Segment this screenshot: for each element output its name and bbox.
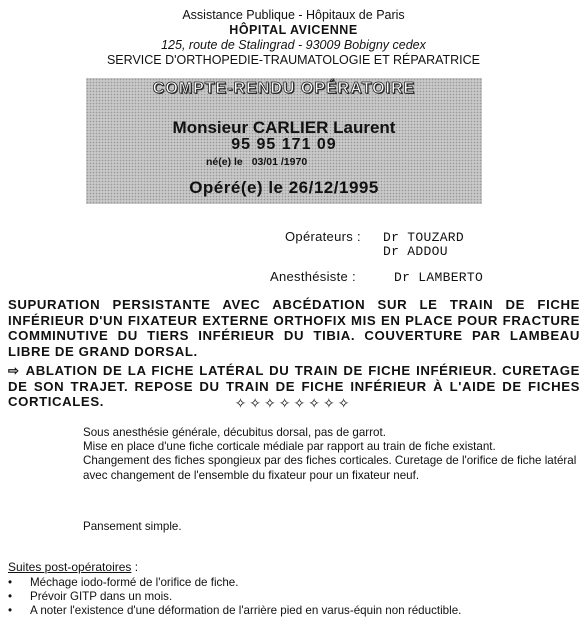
arrow-right-icon: ⇨ [8,363,20,378]
diamond-separator: ✧✧✧✧✧✧✧✧ [234,395,353,411]
patient-id: 95 95 171 09 [231,136,337,153]
list-item: • A noter l'existence d'une déformation de l'arrière pied en varus-équin non réductible. [8,604,461,618]
suites-colon: : [131,560,139,574]
suites-title: Suites post-opératoires [8,560,132,574]
department-name: SERVICE D'ORTHOPEDIE-TRAUMATOLOGIE ET RÉPARATRICE [106,53,481,67]
institution-name: Assistance Publique - Hôpitaux de Paris [182,8,405,22]
diagnosis-paragraph: SUPURATION PERSISTANTE AVEC ABCÉDATION SUR LE TRAIN DE FICHE INFÉRIEUR D'UN FIXATEUR EXTERNE ORTHOFIX MIS EN PLACE POUR FRACTURE COMMINUTIVE DU TIERS INFÉRIEUR DU TIBIA. COUVERTURE PAR LAMBEAU LIBRE DE GRAND DORSAL. [8,297,580,359]
hospital-name: HÔPITAL AVICENNE [229,23,358,37]
patient-name: Monsieur CARLIER Laurent [172,118,396,137]
suites-heading [8,560,138,574]
birth-date-label: né(e) le [206,156,243,168]
anesthetist-name: Dr LAMBERTO [394,270,484,285]
anesthetist-label: Anesthésiste : [270,269,356,284]
hospital-header [0,8,587,68]
narrative-line-3: Changement des fiches spongieux par des fiches corticales. Curetage de l'orifice de fiche latéral avec changement de l'ensemble du fixateur pour un fixateur neuf. [83,454,577,482]
operators-label: Opérateurs : [285,229,361,244]
operator-1: Dr TOUZARD [383,230,465,245]
narrative-line-2: Mise en place d'une fiche corticale médiale par rapport au train de fiche existant. [83,440,496,453]
operation-date: Opéré(e) le 26/12/1995 [189,178,379,197]
report-title: COMPTE-RENDU OPÉRATOIRE [152,80,416,97]
narrative-line-4: Pansement simple. [83,520,182,533]
list-item: • Méchage iodo-formé de l'orifice de fiche. [8,576,461,590]
procedure-text: ABLATION DE LA FICHE LATÉRAL DU TRAIN DE FICHE INFÉRIEUR. CURETAGE DE SON TRAJET. REPOSE DU TRAIN DE FICHE INFÉRIEUR À L'AIDE DE FICHES CORTICALES. [8,363,580,409]
report-identity-box [86,78,482,204]
operator-2: Dr ADDOU [383,244,448,259]
suites-list [8,576,461,619]
narrative-line-1: Sous anesthésie générale, décubitus dorsal, pas de garrot. [83,426,386,439]
list-item: • Prévoir GITP dans un mois. [8,590,461,604]
hospital-address: 125, route de Stalingrad - 93009 Bobigny cedex [161,38,426,52]
birth-date-value: 03/01 /1970 [251,156,308,168]
birth-date-line [206,156,313,168]
